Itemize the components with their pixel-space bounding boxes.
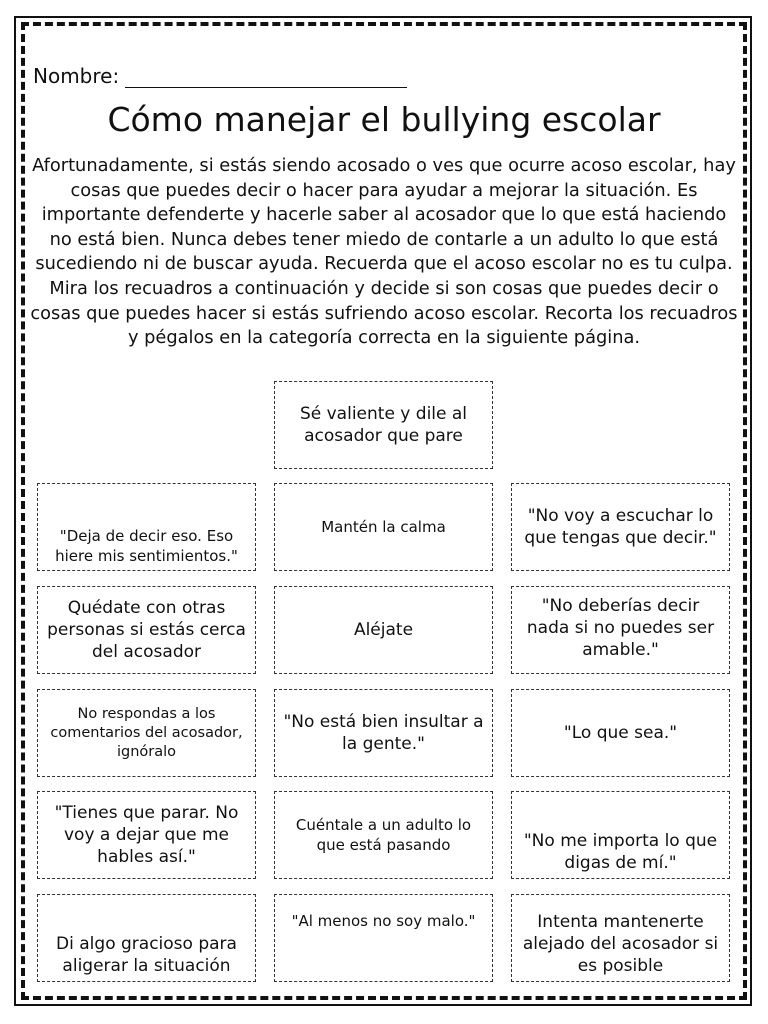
name-field bbox=[33, 64, 407, 88]
intro-paragraph: Afortunadamente, si estás siendo acosado o ves que ocurre acoso escolar, hay cosas que puedes decir o hacer para ayudar a mejorar la situación. Es importante defenderte y hacerle saber al acosador que lo que está haciendo no está bien. Nunca debes tener miedo de contarle a un adulto lo que está sucediendo ni de buscar ayuda. Recuerda que el acoso escolar no es tu culpa. Mira los recuadros a continuación y decide si son cosas que puedes decir o cosas que puedes hacer si estás sufriendo acoso escolar. Recorta los recuadros y pégalos en la categoría correcta en la siguiente página. bbox=[30, 155, 738, 349]
cut-card-stay-away: Intenta mantenerte alejado del acosador si es posible bbox=[511, 894, 730, 982]
cut-card-whatever: "Lo que sea." bbox=[511, 689, 730, 777]
cut-card-wont-listen: "No voy a escuchar lo que tengas que decir." bbox=[511, 483, 730, 571]
cut-card-dont-care: "No me importa lo que digas de mí." bbox=[511, 791, 730, 879]
cut-card-walk-away: Aléjate bbox=[274, 586, 493, 674]
name-label: Nombre: bbox=[33, 64, 120, 88]
cut-card-be-brave: Sé valiente y dile al acosador que pare bbox=[274, 381, 493, 469]
cut-card-stay-calm: Mantén la calma bbox=[274, 483, 493, 571]
name-blank-line bbox=[125, 65, 407, 88]
cut-card-not-ok-to-insult: "No está bien insultar a la gente." bbox=[274, 689, 493, 777]
cut-card-stay-with-others: Quédate con otras personas si estás cerca del acosador bbox=[37, 586, 256, 674]
cut-card-at-least-not-mean: "Al menos no soy malo." bbox=[274, 894, 493, 982]
worksheet-title: Cómo manejar el bullying escolar bbox=[107, 100, 661, 139]
cut-card-tell-an-adult: Cuéntale a un adulto lo que está pasando bbox=[274, 791, 493, 879]
cut-card-be-kind: "No deberías decir nada si no puedes ser amable." bbox=[511, 586, 730, 674]
cut-card-ignore-bully: No respondas a los comentarios del acosador, ignóralo bbox=[37, 689, 256, 777]
cut-card-stop-saying-that: "Deja de decir eso. Eso hiere mis sentimientos." bbox=[37, 483, 256, 571]
cut-card-say-something-funny: Di algo gracioso para aligerar la situación bbox=[37, 894, 256, 982]
cut-card-you-have-to-stop: "Tienes que parar. No voy a dejar que me hables así." bbox=[37, 791, 256, 879]
